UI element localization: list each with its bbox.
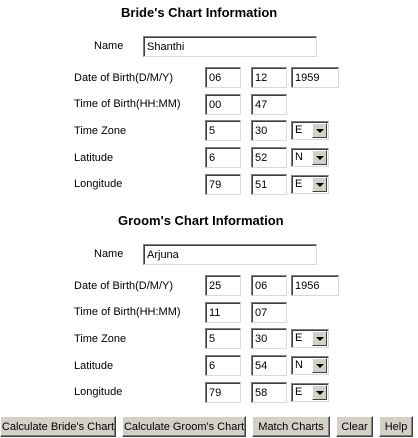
groom-tob-minute-input[interactable] xyxy=(251,302,287,323)
bride-tz-direction-select[interactable] xyxy=(291,121,329,140)
bride-latitude-direction-select[interactable] xyxy=(291,148,329,167)
groom-latitude-direction-value: N xyxy=(295,359,303,371)
bride-dob-year-input[interactable] xyxy=(291,67,339,88)
bride-latitude-label: Latitude xyxy=(74,152,114,164)
groom-latitude-deg-input[interactable] xyxy=(205,355,241,376)
groom-longitude-min-input[interactable] xyxy=(251,382,287,403)
bride-tz-minute-input[interactable] xyxy=(251,120,287,141)
groom-longitude-direction-value: E xyxy=(295,386,303,398)
bride-longitude-label: Longitude xyxy=(74,178,123,190)
groom-tz-direction-value: E xyxy=(295,332,303,344)
bride-tz-hour-input[interactable] xyxy=(205,120,241,141)
bride-tob-label: Time of Birth(HH:MM) xyxy=(74,98,181,110)
groom-dob-month-input[interactable] xyxy=(251,275,287,296)
bride-name-input[interactable] xyxy=(143,36,317,57)
bride-dob-day-input[interactable] xyxy=(205,67,241,88)
match-charts-button[interactable]: Match Charts xyxy=(252,416,330,437)
groom-latitude-label: Latitude xyxy=(74,360,114,372)
groom-dob-day-input[interactable] xyxy=(205,275,241,296)
chevron-down-icon[interactable] xyxy=(312,331,327,346)
groom-dob-year-input[interactable] xyxy=(291,275,339,296)
bride-latitude-direction-value: N xyxy=(295,151,303,163)
bride-section-title: Bride's Chart Information xyxy=(121,5,278,20)
calculate-bride-chart-button[interactable]: Calculate Bride's Chart xyxy=(0,416,116,437)
groom-longitude-deg-input[interactable] xyxy=(205,382,241,403)
calculate-groom-chart-button[interactable]: Calculate Groom's Chart xyxy=(122,416,246,437)
bride-longitude-direction-value: E xyxy=(295,178,303,190)
groom-tob-hour-input[interactable] xyxy=(205,302,241,323)
bride-tob-minute-input[interactable] xyxy=(251,94,287,115)
groom-tz-direction-select[interactable] xyxy=(291,329,329,348)
bride-tz-label: Time Zone xyxy=(74,125,127,137)
groom-name-input[interactable] xyxy=(143,244,317,265)
groom-name-label: Name xyxy=(94,248,124,260)
bride-dob-month-input[interactable] xyxy=(251,67,287,88)
bride-latitude-min-input[interactable] xyxy=(251,147,287,168)
groom-tz-minute-input[interactable] xyxy=(251,328,287,349)
chevron-down-icon[interactable] xyxy=(312,177,327,192)
groom-section-title: Groom's Chart Information xyxy=(118,213,284,228)
groom-latitude-min-input[interactable] xyxy=(251,355,287,376)
groom-tz-hour-input[interactable] xyxy=(205,328,241,349)
bride-tz-direction-value: E xyxy=(295,124,303,136)
groom-tz-label: Time Zone xyxy=(74,333,127,345)
bride-tob-hour-input[interactable] xyxy=(205,94,241,115)
help-button[interactable]: Help xyxy=(379,416,413,437)
groom-longitude-label: Longitude xyxy=(74,386,123,398)
groom-dob-label: Date of Birth(D/M/Y) xyxy=(74,280,174,292)
bride-longitude-direction-select[interactable] xyxy=(291,175,329,194)
groom-tob-label: Time of Birth(HH:MM) xyxy=(74,306,181,318)
chevron-down-icon[interactable] xyxy=(312,150,327,165)
bride-longitude-deg-input[interactable] xyxy=(205,174,241,195)
bride-latitude-deg-input[interactable] xyxy=(205,147,241,168)
chevron-down-icon[interactable] xyxy=(312,385,327,400)
bride-dob-label: Date of Birth(D/M/Y) xyxy=(74,72,174,84)
groom-longitude-direction-select[interactable] xyxy=(291,383,329,402)
bride-longitude-min-input[interactable] xyxy=(251,174,287,195)
bride-name-label: Name xyxy=(94,40,124,52)
chevron-down-icon[interactable] xyxy=(312,358,327,373)
chevron-down-icon[interactable] xyxy=(312,123,327,138)
clear-button[interactable]: Clear xyxy=(336,416,373,437)
groom-latitude-direction-select[interactable] xyxy=(291,356,329,375)
